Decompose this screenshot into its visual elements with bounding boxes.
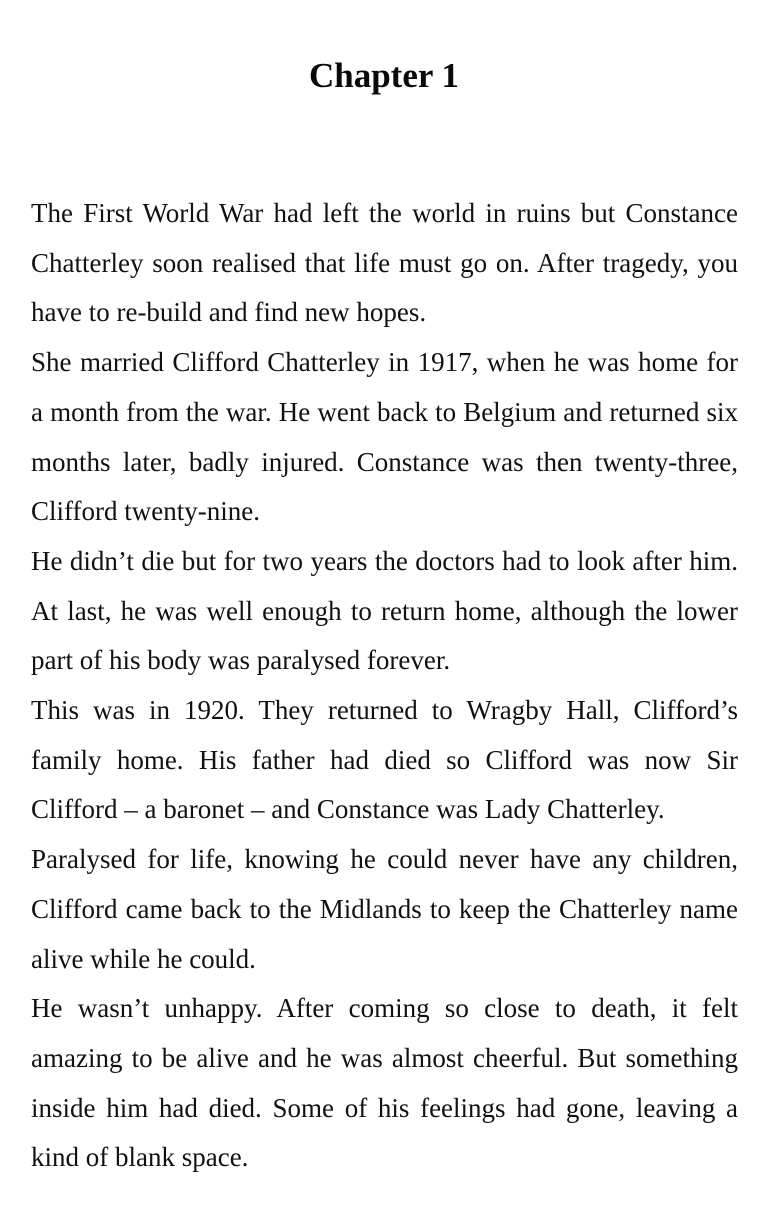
paragraph: The First World War had left the world in ruins but Constance Chatterley soon realised that life must go on. After tragedy, you have to re-build and find new hopes. <box>31 198 738 328</box>
chapter-title: Chapter 1 <box>308 56 460 95</box>
paragraph: This was in 1920. They returned to Wragby Hall, Clifford’s family home. His father had died so Clifford was now Sir Clifford – a baronet – and Constance was Lady Chatterley. <box>31 695 738 825</box>
paragraph: He wasn’t unhappy. After coming so close to death, it felt amazing to be alive and he was almost cheerful. But something inside him had died. Some of his feelings had gone, leaving a kind of blank space. <box>31 993 738 1173</box>
paragraph: She married Clifford Chatterley in 1917, when he was home for a month from the war. He went back to Belgium and returned six months later, badly injured. Constance was then twenty-three, Clifford twenty-nine. <box>31 347 738 527</box>
paragraph: He didn’t die but for two years the doctors had to look after him. At last, he was well enough to return home, although the lower part of his body was paralysed forever. <box>31 545 738 676</box>
paragraph: Paralysed for life, knowing he could never have any children, Clifford came back to the Midlands to keep the Chatterley name alive while he could. <box>31 844 738 974</box>
chapter-body <box>31 189 738 1183</box>
